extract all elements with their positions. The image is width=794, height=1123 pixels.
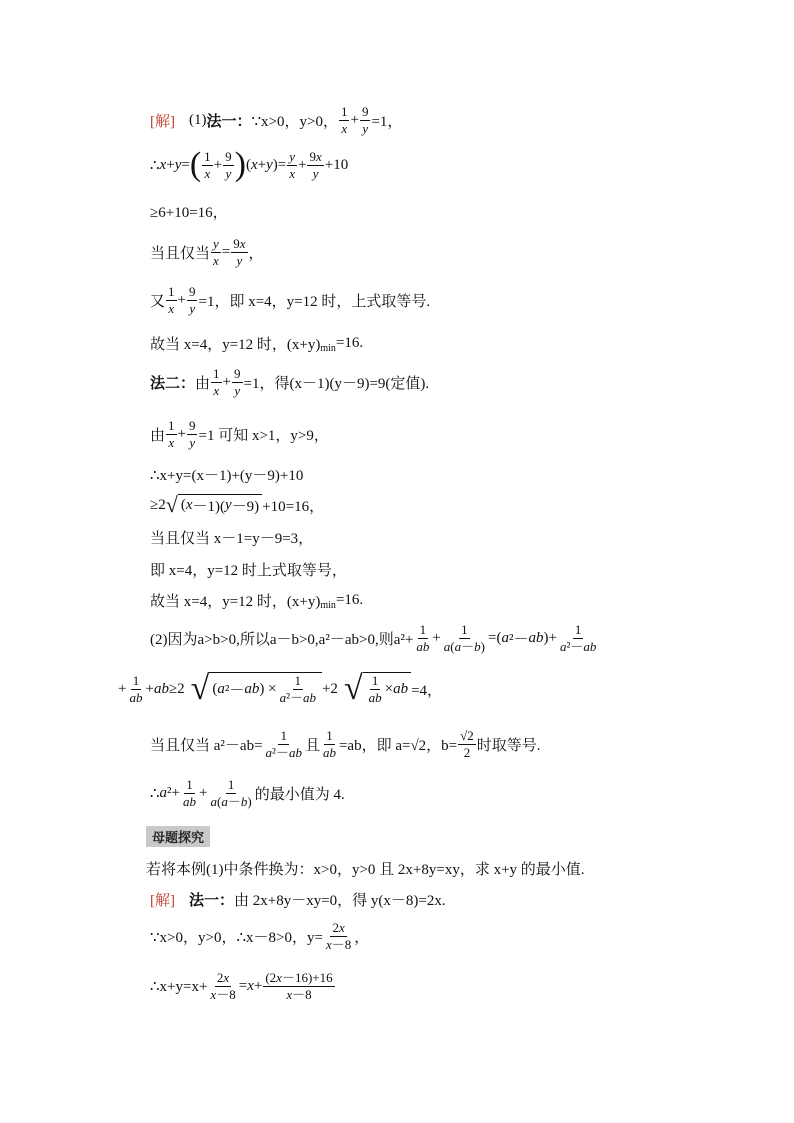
solution-line-8: 由 $\frac{1}{x}$ + $\frac{9}{y}$ =1 可知 x>1，y>9， <box>150 418 329 450</box>
solution-line-6: 故当 x=4，y=12 时，(x+y) min =16. <box>150 335 364 354</box>
solution-line-1: [解] (1) 法一： ∵x>0，y>0， $\frac{1}{x}$ + $\frac{9}{y}$ =1， <box>150 104 403 136</box>
solution2-line-1: [解] 法一： 由 2x+8y－xy=0，得 y(x－8)=2x. <box>150 889 446 910</box>
solution2-line-3: ∴x+y=x+ $\frac{2x}{x-8}$ = x + $\frac{(2x-16)+16}{x-8}$ <box>150 970 333 1002</box>
solution-line-3: ≥6+10=16， <box>150 205 228 221</box>
solution-line-10: ≥2 √ ( x －1)( y －9) +10=16， <box>150 492 325 517</box>
solution-line-5: 又 $\frac{1}{x}$ + $\frac{9}{y}$ =1，即 x=4，y=12 时，上式取等号. <box>150 284 431 316</box>
solution-line-7: 法二： 由 $\frac{1}{x}$ + $\frac{9}{y}$ =1，得(x－1)(y－9)=9(定值). <box>150 366 430 398</box>
solution2-line-2: ∵x>0，y>0，∴x－8>0，y= $\frac{2x}{x-8}$ ， <box>150 920 370 952</box>
solution-line-15: + $\frac{1}{ab}$ + ab ≥2 √ ( a ²－ ab ) × $\frac{1}{\text{a²－ab}}$ +2 √ $\frac{1}{ab}$ × ab =4， <box>118 670 443 707</box>
problem-statement: 若将本例(1)中条件换为：x>0，y>0 且 2x+8y=xy，求 x+y 的最小值. <box>146 862 585 878</box>
solution2-tag: [解] <box>150 893 175 909</box>
solution-line-11: 当且仅当 x－1=y－9=3， <box>150 531 314 547</box>
solution-tag: [解] <box>150 114 175 130</box>
solution-line-12: 即 x=4，y=12 时上式取等号， <box>150 563 347 579</box>
section-badge: 母题探究 <box>146 826 210 847</box>
solution-line-2: ∴ x + y = ( $\frac{1}{x}$ + $\frac{9}{y}$ ) ( x + y )= $\frac{y}{x}$ + $\frac{9x}{y}$ +10 <box>150 146 349 183</box>
solution-line-17: ∴ a ²+ $\frac{1}{ab}$ + $\frac{1}{a(a-b)}$ 的最小值为 4. <box>150 777 345 809</box>
solution-line-9: ∴x+y=(x－1)+(y－9)+10 <box>150 468 304 484</box>
solution-line-13: 故当 x=4，y=12 时，(x+y) min =16. <box>150 592 364 611</box>
solution-line-16: 当且仅当 a²－ab= $\frac{1}{\text{a²－ab}}$ 且 $\frac{1}{ab}$ =ab，即 a=√2，b= $\frac{√2}{2}$ 时取等号. <box>150 728 541 760</box>
solution-line-14: (2)因为a>b>0,所以a－b>0,a²－ab>0,则a²+ $\frac{1}{ab}$ + $\frac{1}{a(a-b)}$ =( a ²－ ab )+ $\frac{1}{\text{a²－ab}}$ <box>150 622 597 654</box>
solution-line-4: 当且仅当 $\frac{y}{x}$ = $\frac{9x}{y}$ ， <box>150 236 264 268</box>
